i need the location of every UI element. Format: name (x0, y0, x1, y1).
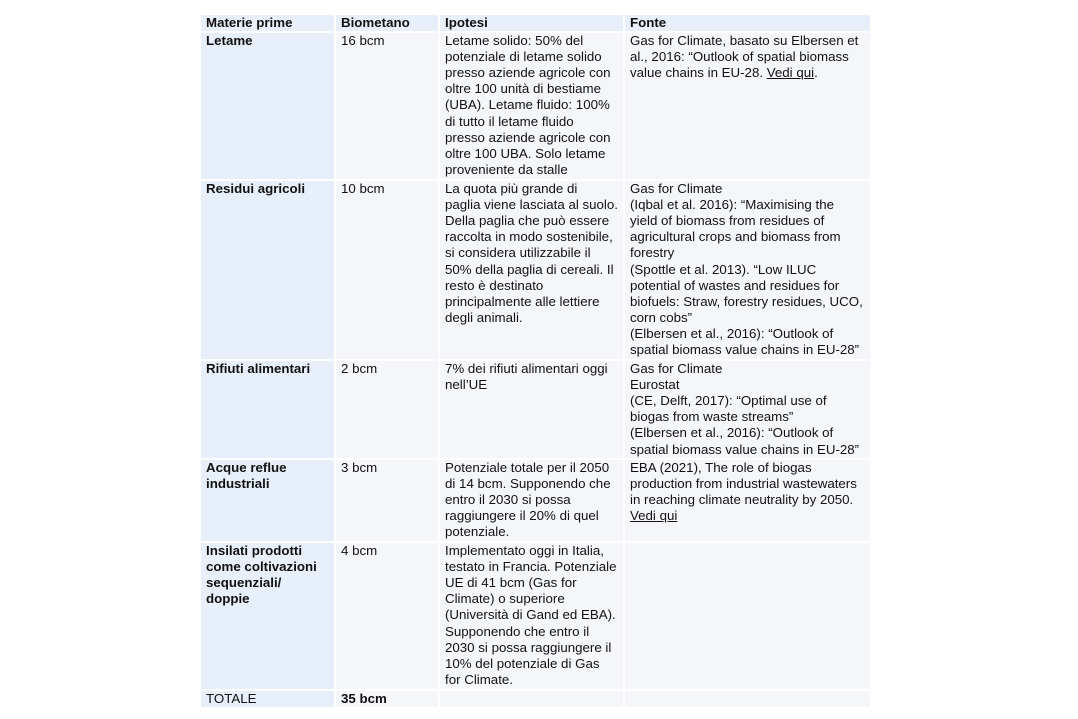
biomethane-cell: 16 bcm (336, 33, 438, 179)
source-line-with-link (630, 65, 870, 81)
table-row (201, 543, 870, 689)
table-row (201, 181, 870, 359)
hypothesis-cell (440, 361, 623, 458)
hypothesis-line: Implementato oggi in Italia, (445, 543, 604, 559)
source-line: yield of biomass from residues of (630, 213, 825, 229)
header-row (201, 15, 870, 31)
hypothesis-line: La quota più grande di (445, 181, 578, 197)
source-line: (Elbersen et al., 2016): “Outlook of (630, 325, 834, 341)
hypothesis-line: resto è destinato (445, 277, 544, 293)
total-value: 35 bcm (336, 691, 438, 707)
source-cell (625, 460, 870, 541)
source-line: production from industrial wastewaters (630, 476, 857, 492)
hypothesis-line: presso aziende agricole con (445, 129, 611, 145)
source-cell (625, 543, 870, 689)
biomethane-cell: 3 bcm (336, 460, 438, 541)
source-line: biofuels: Straw, forestry residues, UCO, (630, 293, 863, 309)
hypothesis-line: oltre 100 unità di bestiame (445, 81, 601, 97)
hypothesis-line: Potenziale totale per il 2050 (445, 460, 610, 476)
hypothesis-line: Della paglia che può essere (445, 213, 610, 229)
material-line: Acque reflue (206, 460, 287, 476)
hypothesis-line: paglia viene lasciata al suolo. (445, 197, 618, 213)
hypothesis-line: potenziale. (445, 524, 510, 540)
source-cell (625, 181, 870, 359)
source-line: EBA (2021), The role of biogas (630, 460, 812, 476)
source-line: in reaching climate neutrality by 2050. (630, 492, 854, 508)
total-row (201, 691, 870, 707)
hypothesis-line: Supponendo che entro il (445, 623, 590, 639)
biomethane-cell: 4 bcm (336, 543, 438, 689)
source-line: agricultural crops and biomass from (630, 229, 841, 245)
material-line: Letame (206, 33, 253, 49)
hypothesis-line: di tutto il letame fluido (445, 113, 574, 129)
source-line: Gas for Climate (630, 361, 723, 377)
vedi-qui-link[interactable]: Vedi qui (630, 508, 678, 524)
source-text: value chains in EU-28. (630, 65, 767, 81)
hypothesis-line: si considera utilizzabile il (445, 245, 591, 261)
material-line: come coltivazioni (206, 559, 317, 575)
source-line: al., 2016: “Outlook of spatial biomass (630, 49, 849, 65)
hypothesis-line: 50% della paglia di cereali. Il (445, 261, 614, 277)
biomethane-feedstock-table (199, 13, 872, 709)
feedstock-table-container (201, 15, 874, 707)
hypothesis-line: proveniente da stalle (445, 161, 568, 177)
hypothesis-line: UE di 41 bcm (Gas for (445, 575, 577, 591)
source-line: spatial biomass value chains in EU-28” (630, 342, 860, 358)
hypothesis-line: di 14 bcm. Supponendo che (445, 476, 611, 492)
source-line: (Iqbal et al. 2016): “Maximising the (630, 197, 834, 213)
hypothesis-line: 2030 si possa raggiungere il (445, 639, 612, 655)
source-cell (625, 361, 870, 458)
hypothesis-line: Letame solido: 50% del (445, 33, 584, 49)
material-line: industriali (206, 476, 270, 492)
table-row (201, 33, 870, 179)
material-line: Residui agricoli (206, 181, 306, 197)
hypothesis-line: raccolta in modo sostenibile, (445, 229, 613, 245)
source-line-with-link (630, 508, 870, 524)
material-cell (201, 181, 334, 359)
source-line: corn cobs” (630, 309, 693, 325)
hypothesis-line: degli animali. (445, 309, 523, 325)
source-line: biogas from waste streams” (630, 409, 794, 425)
table-row (201, 361, 870, 458)
material-cell (201, 33, 334, 179)
source-line: potential of wastes and residues for (630, 277, 840, 293)
source-line: spatial biomass value chains in EU-28” (630, 441, 860, 457)
source-line: (Spottle et al. 2013). “Low ILUC (630, 261, 817, 277)
header-ipotesi: Ipotesi (440, 15, 623, 31)
hypothesis-line: (Università di Gand ed EBA). (445, 607, 616, 623)
hypothesis-cell (440, 543, 623, 689)
hypothesis-line: for Climate. (445, 671, 513, 687)
hypothesis-cell (440, 460, 623, 541)
hypothesis-line: testato in Francia. Potenziale (445, 559, 617, 575)
source-text: . (814, 65, 818, 81)
material-line: sequenziali/ (206, 575, 282, 591)
source-line: (Elbersen et al., 2016): “Outlook of (630, 425, 834, 441)
hypothesis-line: (UBA). Letame fluido: 100% (445, 97, 610, 113)
material-line: Insilati prodotti (206, 543, 303, 559)
source-line: Gas for Climate (630, 181, 723, 197)
header-materie-prime: Materie prime (201, 15, 334, 31)
biomethane-cell: 2 bcm (336, 361, 438, 458)
total-label: TOTALE (201, 691, 334, 707)
material-cell (201, 543, 334, 689)
vedi-qui-link[interactable]: Vedi qui (766, 65, 815, 81)
header-biometano: Biometano (336, 15, 438, 31)
hypothesis-line: principalmente alle lettiere (445, 293, 600, 309)
material-line: Rifiuti alimentari (206, 361, 311, 377)
hypothesis-line: presso aziende agricole con (445, 65, 611, 81)
hypothesis-line: raggiungere il 20% di quel (445, 508, 599, 524)
empty-cell (440, 691, 623, 707)
hypothesis-line: entro il 2030 si possa (445, 492, 571, 508)
source-line: (CE, Delft, 2017): “Optimal use of (630, 393, 827, 409)
hypothesis-line: 10% del potenziale di Gas (445, 655, 600, 671)
hypothesis-cell (440, 181, 623, 359)
hypothesis-line: potenziale di letame solido (445, 49, 602, 65)
hypothesis-line: nell’UE (445, 377, 488, 393)
hypothesis-line: Climate) o superiore (445, 591, 565, 607)
material-cell (201, 460, 334, 541)
source-cell (625, 33, 870, 179)
table-row (201, 460, 870, 541)
material-line: doppie (206, 591, 250, 607)
hypothesis-cell (440, 33, 623, 179)
material-cell (201, 361, 334, 458)
biomethane-cell: 10 bcm (336, 181, 438, 359)
source-line: Gas for Climate, basato su Elbersen et (630, 33, 859, 49)
source-line: Eurostat (630, 377, 680, 393)
header-fonte: Fonte (625, 15, 870, 31)
empty-cell (625, 691, 870, 707)
hypothesis-line: oltre 100 UBA. Solo letame (445, 145, 606, 161)
source-line: forestry (630, 245, 675, 261)
hypothesis-line: 7% dei rifiuti alimentari oggi (445, 361, 608, 377)
